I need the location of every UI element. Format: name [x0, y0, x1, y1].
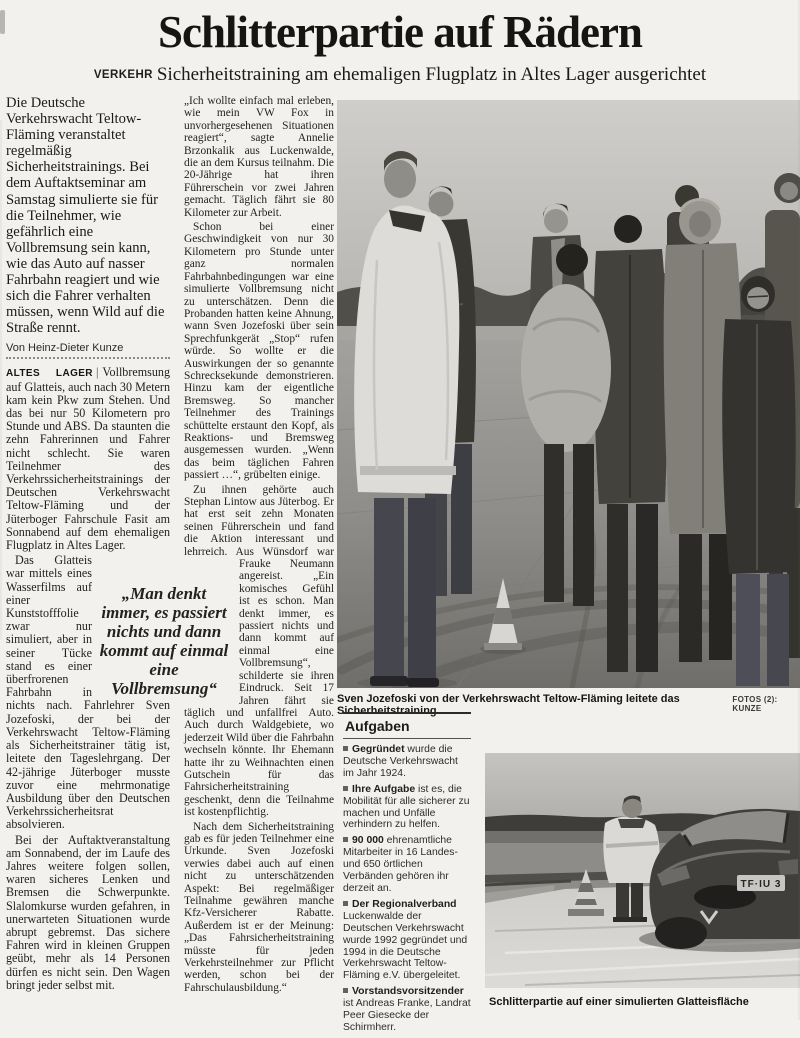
main-photo-caption: Sven Jozefoski von der Verkehrswacht Teltow-Fläming leitete das Sicherheitstraining.	[337, 693, 680, 717]
infobox-item	[343, 899, 471, 982]
dateline-separator: |	[95, 365, 99, 380]
bullet-square-icon	[343, 988, 348, 993]
paragraph-text: Vollbremsung auf Glatteis, auch nach 30 Metern kam kein Pkw zum Stehen. Und das bei nur 50 Kilometern pro Stunde und ABS. Da staunten die zehn Fahrerinnen und Fahrer nicht schlecht. Sie waren Teilnehmer des Verkehrssicherheitstrainings der Deutschen Verkehrswacht Teltow-Fläming und der Jüterboger Fahrschule Fasit am Sonnabend auf dem ehemaligen Flugplatz in Altes Lager.	[6, 365, 170, 553]
dateline: ALTES LAGER	[6, 368, 93, 380]
article-paragraph	[6, 366, 170, 552]
infobox-item	[343, 835, 471, 895]
paragraph-text: Frauke Neumann angereist. „Ein komisches Gefühl ist es schon. Man denkt immer, es passiert nichts und dann kommt auf einmal eine Vollbremsung“, schilderte sie ihren Eindruck. Seit 17 Jahren fährt sie täglich und unfallfrei Auto. Auch durch Waldgebiete, wo jederzeit Wild über die Fahrbahn wechseln könnte. Ihr Ehemann hatte ihr zu Weihnachten einen Gutschein für das Fahrsicherheitstraining geschenkt, denn die Teilnahme ist kostenpflichtig.	[184, 558, 334, 819]
article-column-1	[6, 95, 170, 994]
infobox-item-lead: Ihre Aufgabe	[352, 783, 416, 795]
photo-credit: FOTOS (2): KUNZE	[732, 695, 778, 713]
paragraph-text: Schon bei einer Geschwindigkeit von nur 30 Kilometern pro Stunde unter ganz normalen Fahrbahnbedingungen war eine simulierte Vollbremsung nicht zu unterschätzen. Denn die Probanden hatten keine Ahnung, wann Sven Jozefoski über sein Sprechfunkgerät „Stop“ rufen würde. So wollte er die Auswirkungen der so genannte Schrecksekunde demonstrieren. Hinzu kam der eigentliche Bremsweg. So mancher Teilnehmer des Trainings schüttelte erstaunt den Kopf, als Reaktions- und Bremsweg ausgemessen wurden. „Wenn das beim täglichen Fahren passiert …“, grübelten einige.	[184, 221, 334, 482]
infobox-item-lead: 90 000	[352, 835, 384, 847]
scan-artifact	[0, 120, 2, 640]
infobox-item-text: wurde die Deutsche Verkehrswacht im Jahr 1924.	[343, 744, 458, 779]
article-column-2	[184, 95, 334, 996]
byline-rule	[6, 357, 170, 359]
paragraph-text: Bei der Auftaktveranstaltung am Sonnabend, der im Laufe des Jahres weitere folgen sollen, waren sicheres Lenken und Bremsen die Schwerpunkte. Slalomkurse wurden gefahren, in unerwarteten Situationen wurde abrupt gebremst. Das sichere Fahren wird in kleinen Gruppen geübt, mehr als 14 Personen dürfen es nicht sein. Den Wagen bringt jeder selbst mit.	[6, 832, 170, 992]
bullet-square-icon	[343, 837, 348, 842]
article-paragraph	[6, 834, 170, 992]
license-plate-text: TF·IU 3	[740, 879, 782, 890]
subtitle-row	[0, 64, 800, 86]
infobox	[343, 712, 471, 1038]
article-paragraph	[184, 95, 334, 219]
infobox-item-lead: Der Regionalverband	[352, 898, 457, 910]
subtitle: Sicherheitstraining am ehemaligen Flugplatz in Altes Lager ausgerichtet	[156, 64, 707, 85]
infobox-item	[343, 744, 471, 780]
infobox-item-lead: Vorstandsvorsitzender	[352, 986, 464, 998]
infobox-item-text: Luckenwalde der Deutschen Verkehrswacht wurde 1992 gegründet und 1994 in die Deutsche Verkehrswacht Teltow-Fläming e.V. übergeleitet.	[343, 910, 468, 982]
pull-quote: „Man denkt immer, es passiert nichts und dann kommt auf einmal eine Vollbremsung“	[99, 584, 229, 698]
paragraph-text: Zu ihnen gehörte auch Stephan Lintow aus Jüterbog. Er hat erst seit zehn Monaten seinen Führerschein und fand die Aktion interessant und lehrreich. Aus Wünsdorf war	[184, 483, 334, 558]
bullet-square-icon	[343, 746, 348, 751]
article-paragraph	[184, 821, 334, 995]
main-photo	[337, 100, 800, 688]
article-paragraph	[184, 221, 334, 482]
secondary-photo	[485, 753, 800, 988]
infobox-item-text: ist es, die Mobilität für alle sicherer zu machen und Unfälle verhindern zu helfen.	[343, 783, 470, 831]
secondary-photo-caption: Schlitterpartie auf einer simulierten Glatteisfläche	[489, 996, 749, 1008]
infobox-item-text: ist Andreas Franke, Landrat Peer Giesecke der Schirmherr.	[343, 998, 471, 1033]
infobox-title: Aufgaben	[343, 712, 471, 739]
kicker: VERKEHR	[93, 69, 153, 81]
byline: Von Heinz-Dieter Kunze	[6, 342, 124, 355]
lead-paragraph: Die Deutsche Verkehrswacht Teltow-Fläming veranstaltet regelmäßig Sicherheitstrainings. Bei dem Auftaktseminar am Samstag simulierte sie für die Teilnehmer, wie gefährlich eine Vollbremsung sein kann, wie das Auto auf nasser Fahrbahn reagiert und wie sich die Fahrer verhalten müssen, wenn Wild auf die Straße rennt.	[6, 95, 165, 337]
infobox-item-text: ehrenamtliche Mitarbeiter in 16 Landes- und 650 örtlichen Verbänden gehören ihr derzeit an.	[343, 835, 458, 894]
scan-artifact	[0, 10, 5, 34]
paragraph-text: „Ich wollte einfach mal erleben, wie mein VW Fox in unvorhergesehenen Situationen reagiert“, sagte Annelie Brzonkalik aus Luckenwalde, die an dem Kursus teilnahm. Die 20-Jährige hat ihren Führerschein vor zwei Jahren gemacht. Täglich fährt sie 80 Kilometer zur Arbeit.	[184, 95, 334, 219]
infobox-item-lead: Gegründet	[352, 744, 405, 755]
paragraph-text: Das Glatteis war mittels eines Wasserfilms auf einer Kunststofffolie zwar nur simuliert, aber in seiner Tücke stand es einer überfrorenen Fahrbahn in nichts nach. Fahrlehrer Sven Jozefoski, der bei der Verkehrswacht Teltow-Fläming als Sicherheitstrainer tätig ist, leitete den Tageslehrgang. Der 42-jährige Jüterboger musste zuvor eine mehrmonatige Ausbildung über den Deutschen Verkehrssicherheitsrat absolvieren.	[6, 553, 170, 832]
infobox-item	[343, 986, 471, 1034]
page-title: Schlitterpartie auf Rädern	[158, 7, 642, 57]
paragraph-text: Nach dem Sicherheitstraining gab es für jeden Teilnehmer eine Urkunde. Sven Jozefoski verwies dabei auch auf einen nicht zu unterschätzenden Aspekt: Bei regelmäßiger Teilnahme gewähren manche Kfz-Versicherer Rabatte. Außerdem ist er der Meinung: „Das Fahrsicherheitstraining müsste für jeden Verkehrsteilnehmer zur Pflicht werden, schon bei der Fahrschulausbildung.“	[184, 820, 334, 994]
infobox-item	[343, 784, 471, 832]
bullet-square-icon	[343, 901, 348, 906]
bullet-square-icon	[343, 786, 348, 791]
